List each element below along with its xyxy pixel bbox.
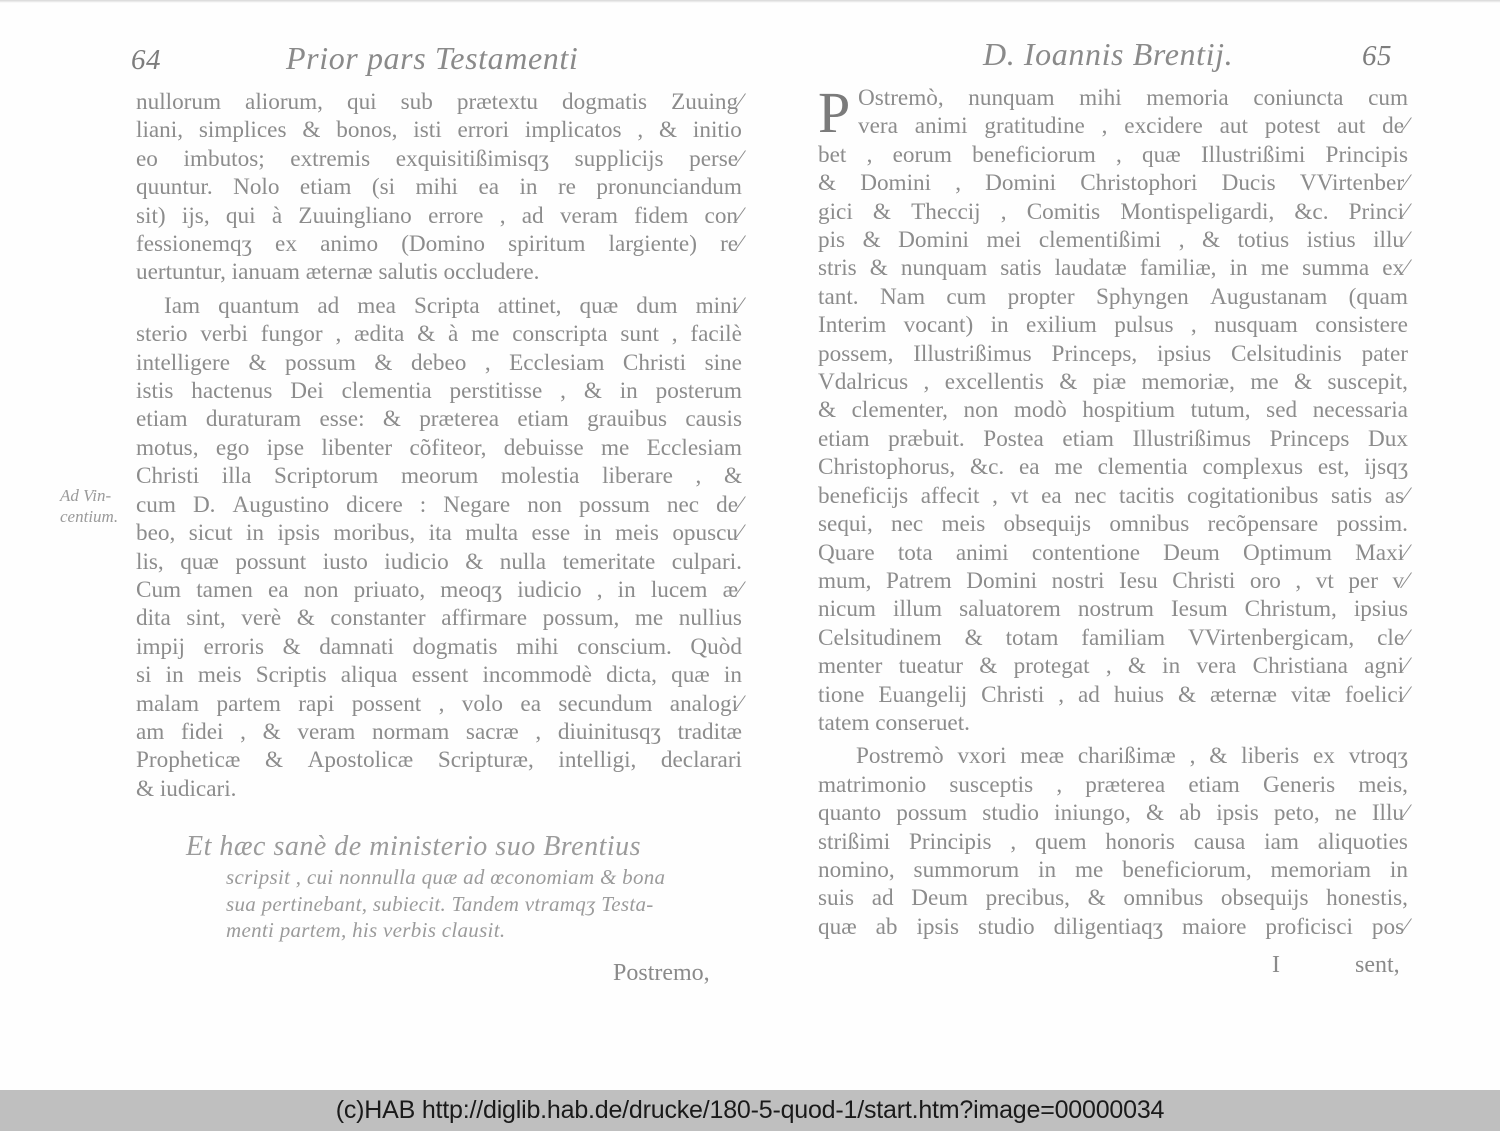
text-line: liani, simplices & bonos, isti errori implicatos , & initio [136,117,742,144]
text-line: possem, Illustrißimus Princeps, ipsius Celsitudinis pater [818,340,1408,367]
text-line: quanto possum studio iniungo, & ab ipsis peto, ne Illu⁄ [818,800,1408,827]
text-line: Interim vocant) in exilium pulsus , nusquam consistere [818,312,1408,339]
catchword-left-page: Postremo, [613,960,710,986]
text-line: stris & nunquam satis laudatæ familiæ, in me summa ex⁄ [818,255,1408,282]
text-line: intelligere & possum & debeo , Ecclesiam Christi sine [136,349,742,376]
running-head-left: Prior pars Testamenti [286,40,579,76]
text-line: motus, ego ipse libenter cõfiteor, debuisse me Ecclesiam [136,434,742,461]
text-line: & clementer, non modò hospitium tutum, sed necessaria [818,397,1408,424]
drop-cap-initial: P [818,80,851,145]
text-line: suis ad Deum precibus, & omnibus obsequijs honestis, [818,885,1408,912]
text-line: strißimi Principis , quem honoris causa iam aliquoties [818,828,1408,855]
text-line: cum D. Augustino dicere : Negare non possum nec de⁄ [136,491,742,518]
text-line: malam partem rapi possent , volo ea secundum analogi⁄ [136,690,742,717]
footer-source-url: (c)HAB http://diglib.hab.de/drucke/180-5-quod-1/start.htm?image=00000034 [335,1096,1165,1124]
text-line: tant. Nam cum propter Sphyngen Augustanam (quam [818,283,1408,310]
signature-mark: I [1272,952,1280,978]
scan-top-edge [0,0,1500,3]
text-line: eo imbutos; extremis exquisitißimisqʒ supplicijs perse⁄ [136,145,742,172]
text-line: sit) ijs, qui à Zuuingliano errore , ad veram fidem con⁄ [136,202,742,229]
page-number-right: 65 [1362,40,1392,72]
colophon-block [186,830,742,944]
text-line: tatem conseruet. [818,709,970,736]
text-line: pis & Domini mei clementißimi , & totius istius illu⁄ [818,227,1408,254]
text-line: Quare tota animi contentione Deum Optimum Maxi⁄ [818,539,1408,566]
colophon-line: menti partem, his verbis clausit. [226,918,506,942]
text-line: Iam quantum ad mea Scripta attinet, quæ dum mini⁄ [164,292,742,319]
text-line: impij erroris & damnati dogmatis mihi conscium. Quòd [136,633,742,660]
text-line: Christi illa Scriptorum meorum molestia liberare , & [136,463,742,490]
text-line: Vdalricus , excellentis & piæ memoriæ, me & suscepit, [818,369,1408,396]
colophon-headline: Et hæc sanè de ministerio suo Brentius [186,831,642,862]
text-line: lis, quæ possunt iusto iudicio & nulla temeritate culpari. [136,548,742,575]
left-column-text [136,88,742,803]
text-line: & iudicari. [136,775,237,802]
footer-caption-bar [0,1090,1500,1131]
colophon-line: sua pertinebant, subiecit. Tandem vtramqʒ Testa- [226,891,654,916]
text-line: Celsitudinem & totam familiam VVirtenbergicam, cle⁄ [818,624,1408,651]
text-line: vera animi gratitudine , excidere aut potest aut de⁄ [858,113,1408,140]
text-line: nicum illum saluatorem nostrum Iesum Christum, ipsius [818,596,1408,623]
text-line: matrimonio susceptis , præterea etiam Generis meis, [818,771,1408,798]
text-line: istis hactenus Dei clementia perstitisse , & in posterum [136,378,742,405]
text-line: am fidei , & veram normam sacræ , diuinitusqʒ traditæ [136,718,742,745]
text-line: quuntur. Nolo etiam (si mihi ea in re pronunciandum [136,174,742,201]
text-line: mum, Patrem Domini nostri Iesu Christi oro , vt per v⁄ [818,567,1408,594]
colophon-line: scripsit , cui nonnulla quæ ad œconomiam & bona [226,865,666,889]
right-paragraph-2 [818,742,1408,941]
text-line: menter tueatur & protegat , & in vera Christiana agni⁄ [818,653,1408,680]
text-line: tione Euangelij Christi , ad huius & æternæ vitæ foelici⁄ [818,681,1408,708]
text-line: beneficijs affecit , vt ea nec tacitis cogitationibus satis as⁄ [818,482,1408,509]
text-line: Ostremò, nunquam mihi memoria coniuncta cum [858,85,1408,111]
running-head-right: D. Ioannis Brentij. [983,36,1234,72]
text-line: bet , eorum beneficiorum , quæ Illustrißimi Principis [818,141,1408,168]
right-column-text [818,80,1408,941]
left-paragraph-2 [136,292,742,803]
marginal-note-line-1: Ad Vin- [60,486,112,505]
text-line: & Domini , Domini Christophori Ducis VVirtenber⁄ [818,170,1408,197]
text-line: Cum tamen ea non priuato, meoqʒ iudicio , in lucem æ⁄ [136,576,742,603]
text-line: beo, sicut in ipsis moribus, ita multa esse in meis opuscu⁄ [136,520,742,547]
text-line: nomino, summorum in me beneficiorum, memoriam in [818,856,1408,883]
left-paragraph-1 [136,88,742,287]
text-line: quæ ab ipsis studio diligentiaqʒ maiore proficisci pos⁄ [818,913,1408,940]
text-line: sequi, nec meis obsequijs omnibus recõpensare possim. [818,511,1408,538]
right-paragraph-1 [818,80,1408,737]
text-line: nullorum aliorum, qui sub prætextu dogmatis Zuuing⁄ [136,89,742,115]
catchword-right-page: sent, [1355,952,1400,978]
text-line: si in meis Scriptis aliqua essent incommodè dicta, quæ in [136,662,742,689]
page-number-left: 64 [131,44,161,76]
text-line: etiam duraturam esse: & præterea etiam grauibus causis [136,406,742,433]
text-line: Postremò vxori meæ charißimæ , & liberis ex vtroqʒ [856,743,1408,770]
text-line: fessionemqʒ ex animo (Domino spiritum largiente) re⁄ [136,231,742,258]
text-line: dita sint, verè & constanter affirmare possum, me nullius [136,605,742,632]
marginal-note-line-2: centium. [60,507,119,526]
text-line: gici & Theccij , Comitis Montispeligardi, &c. Princi⁄ [818,198,1408,225]
marginal-note [60,485,142,527]
text-line: sterio verbi fungor , ædita & à me conscripta sunt , facilè [136,321,742,348]
text-line: uertuntur, ianuam æternæ salutis occludere. [136,259,540,286]
text-line: Propheticæ & Apostolicæ Scripturæ, intelligi, declarari [136,747,742,774]
text-line: etiam præbuit. Postea etiam Illustrißimus Princeps Dux [818,425,1408,452]
text-line: Christophorus, &c. ea me clementia complexus est, ijsqʒ [818,454,1408,481]
